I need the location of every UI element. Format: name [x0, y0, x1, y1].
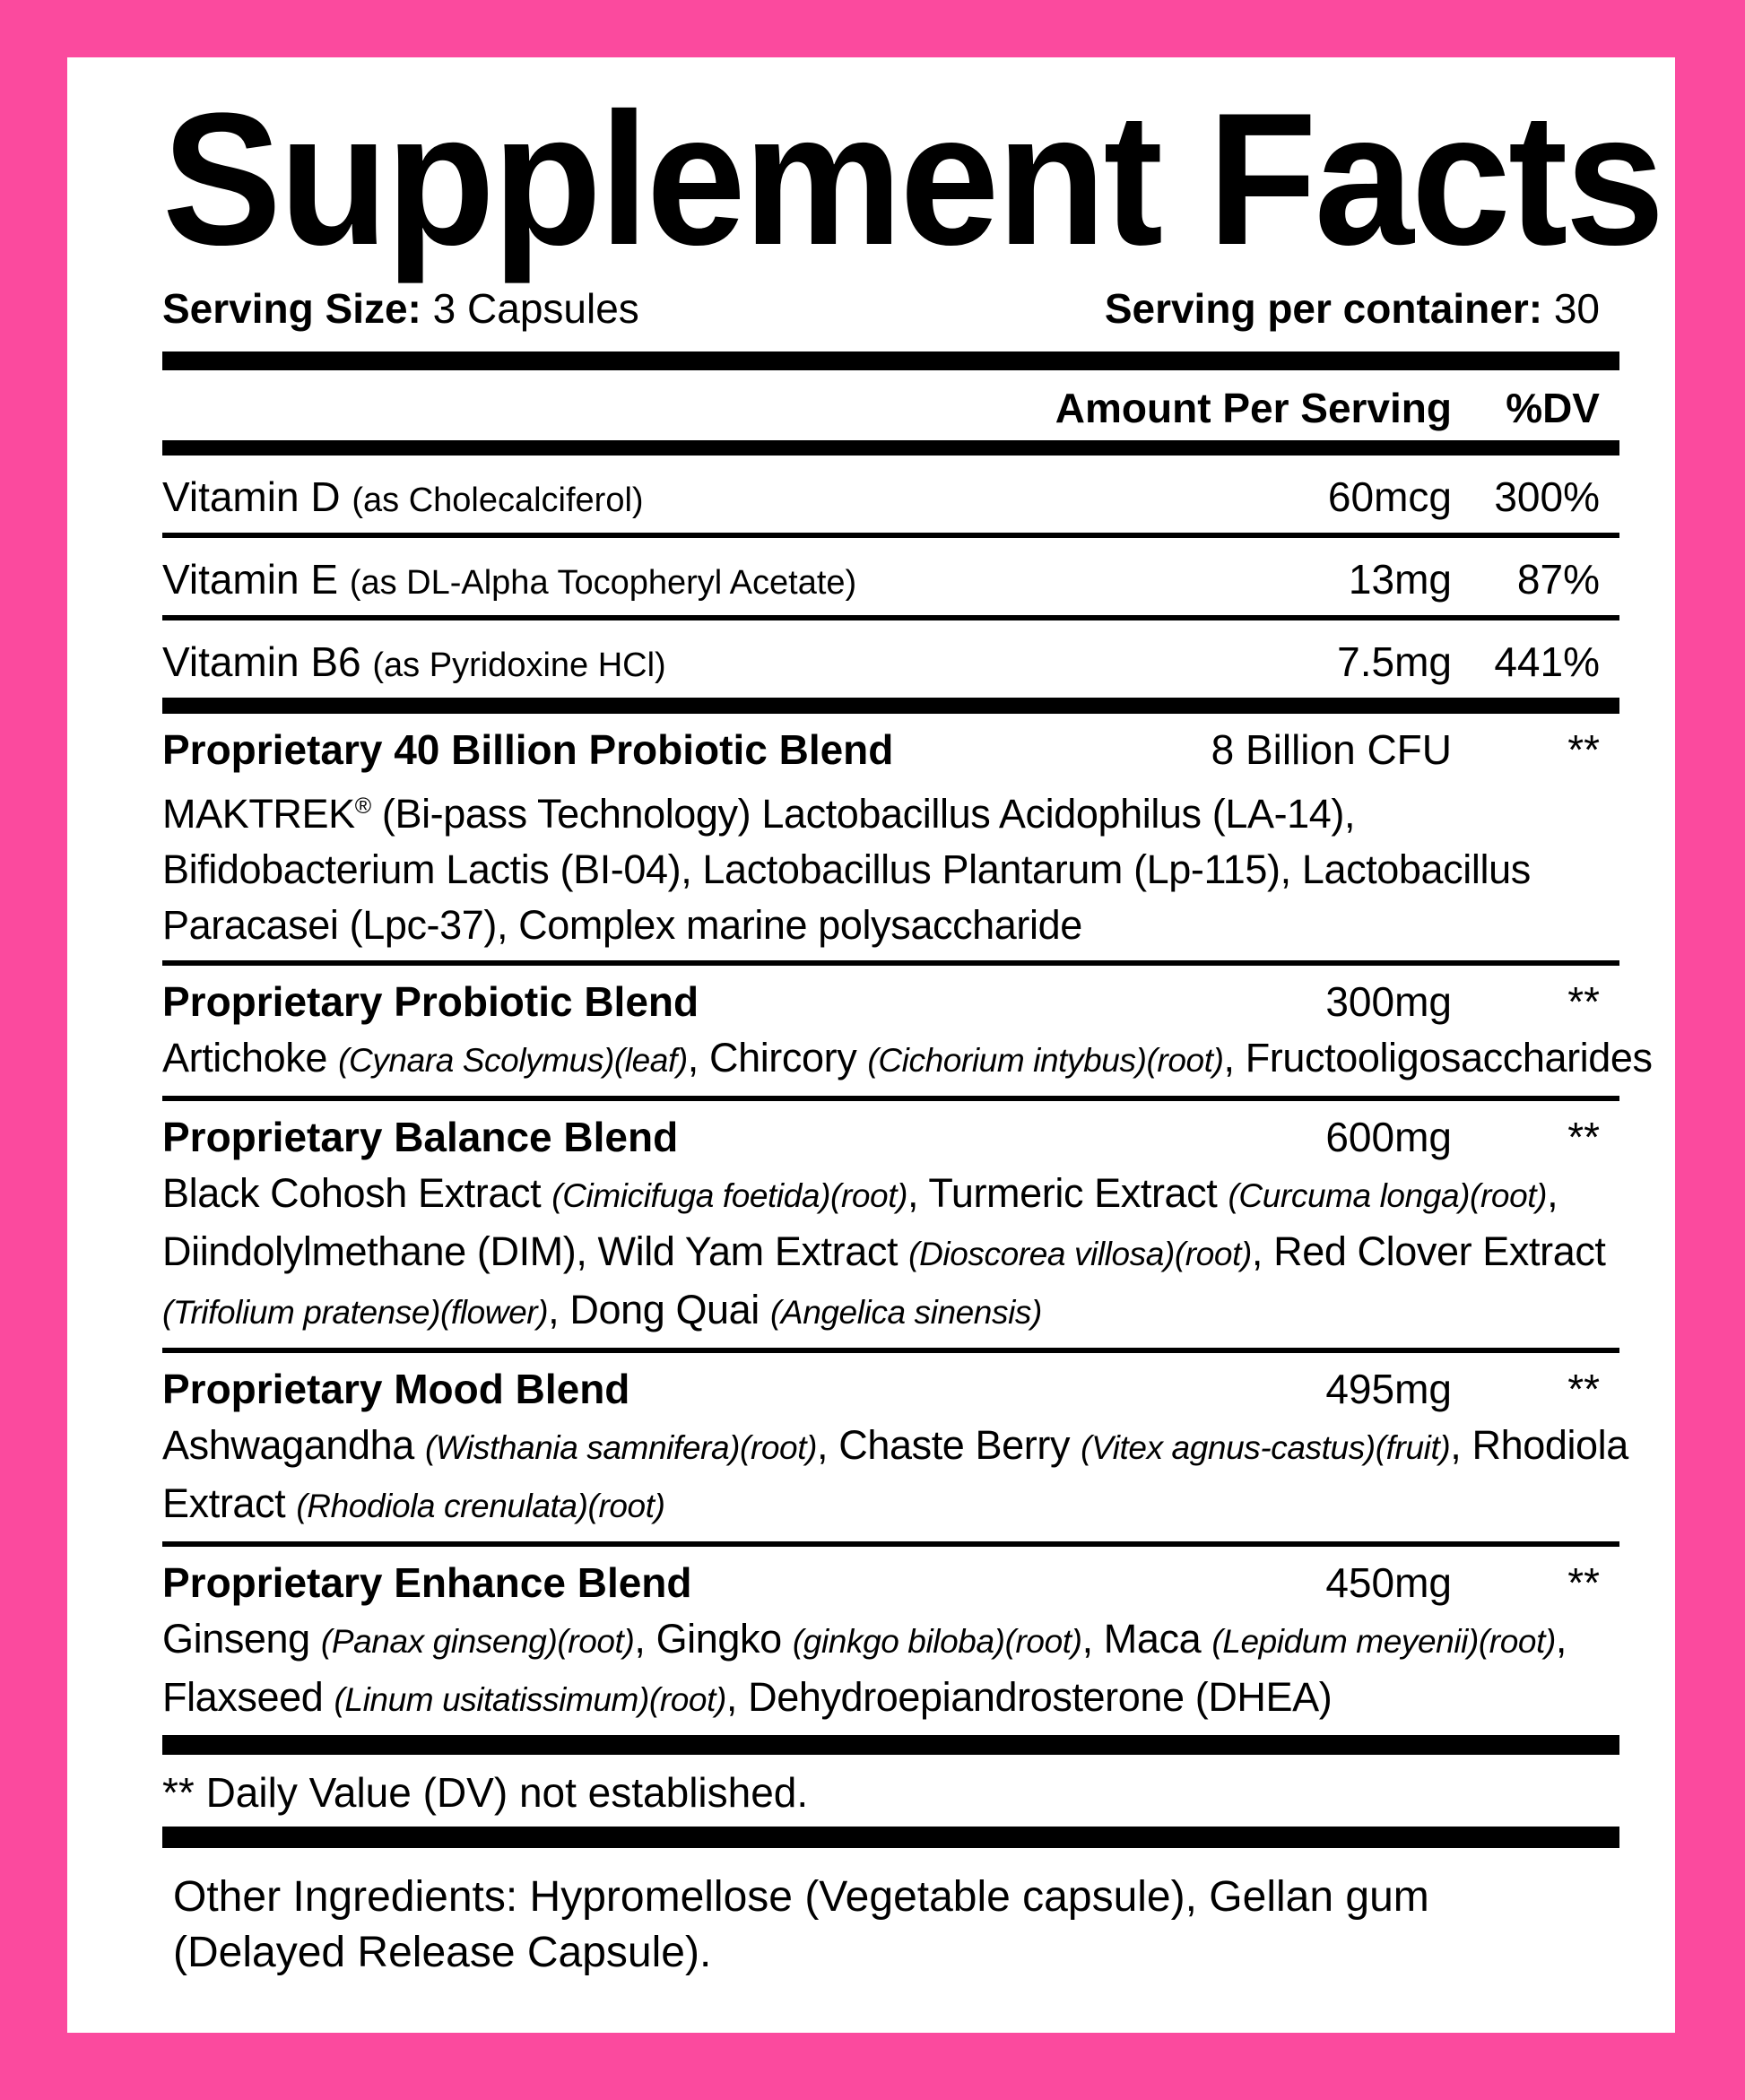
thick-divider	[162, 1735, 1619, 1755]
blend-name: Proprietary Probiotic Blend	[162, 978, 699, 1025]
panel-content	[67, 57, 1675, 1981]
blend-description-line: Ginseng (Panax ginseng)(root), Gingko (ginkgo biloba)(root), Maca (Lepidum meyenii)(root),	[162, 1616, 1567, 1662]
vitamin-name	[162, 637, 1337, 690]
vitamin-note: (as DL-Alpha Tocopheryl Acetate)	[349, 564, 857, 602]
vitamin-dv: 300%	[1494, 473, 1600, 520]
blend-description	[162, 1418, 1628, 1534]
vitamin-note: (as Pyridoxine HCl)	[372, 646, 666, 684]
blend-section-probiotic	[162, 966, 1653, 1101]
vitamin-amount: 60mcg	[1327, 473, 1452, 520]
vitamin-dv: 87%	[1516, 556, 1600, 603]
blend-name: Proprietary Balance Blend	[162, 1114, 679, 1160]
other-ingredients	[162, 1870, 1619, 1981]
blend-description	[162, 778, 1619, 953]
vitamin-name	[162, 472, 1328, 525]
blend-name: Proprietary Enhance Blend	[162, 1559, 692, 1606]
blend-section-probiotic-40-billion	[162, 714, 1619, 966]
amount-per-serving-header: Amount Per Serving	[1055, 385, 1452, 431]
blend-description-line: Paracasei (Lpc-37), Complex marine polysaccharide	[162, 902, 1082, 948]
blend-description-line: Black Cohosh Extract (Cimicifuga foetida)(root), Turmeric Extract (Curcuma longa)(root),	[162, 1170, 1558, 1216]
blend-description	[162, 1030, 1653, 1089]
blend-description-line: Flaxseed (Linum usitatissimum)(root), Dehydroepiandrosterone (DHEA)	[162, 1674, 1333, 1720]
vitamin-name-text: Vitamin E	[162, 556, 339, 603]
serving-info-row	[162, 283, 1619, 334]
serving-size-label: Serving Size:	[162, 285, 421, 332]
blend-header-row	[162, 1558, 1619, 1608]
vitamin-name-text: Vitamin B6	[162, 638, 361, 685]
other-ingredients-line: (Delayed Release Capsule).	[173, 1929, 712, 1976]
blend-name: Proprietary 40 Billion Probiotic Blend	[162, 726, 894, 773]
vitamin-dv: 441%	[1494, 638, 1600, 685]
blend-dv: **	[1567, 1559, 1600, 1606]
servings-per-container-label: Serving per container:	[1104, 285, 1543, 332]
table-row-vitamin-d	[162, 456, 1619, 538]
percent-dv-header: %DV	[1506, 385, 1600, 431]
table-header-row	[162, 370, 1619, 440]
vitamin-note: (as Cholecalciferol)	[352, 482, 644, 519]
blend-dv: **	[1567, 1114, 1600, 1160]
blend-description-line: MAKTREK® (Bi-pass Technology) Lactobacillus Acidophilus (LA-14),	[162, 791, 1356, 837]
blend-amount: 450mg	[1325, 1559, 1452, 1606]
blend-header-row	[162, 1364, 1619, 1414]
thick-divider	[162, 1827, 1619, 1848]
blend-description-line: Extract (Rhodiola crenulata)(root)	[162, 1480, 665, 1526]
thick-divider	[162, 351, 1619, 370]
blend-description-line: (Trifolium pratense)(flower), Dong Quai (Angelica sinensis)	[162, 1287, 1042, 1332]
table-row-vitamin-b6	[162, 620, 1619, 698]
table-row-vitamin-e	[162, 538, 1619, 620]
thick-divider	[162, 440, 1619, 456]
daily-value-footnote: ** Daily Value (DV) not established.	[162, 1769, 809, 1816]
blend-amount: 600mg	[1325, 1114, 1452, 1160]
blend-description	[162, 1166, 1619, 1341]
other-ingredients-line: Other Ingredients: Hypromellose (Vegetable capsule), Gellan gum	[173, 1873, 1429, 1921]
blend-amount: 300mg	[1325, 978, 1452, 1025]
blend-dv: **	[1567, 726, 1600, 773]
blend-section-enhance	[162, 1547, 1619, 1735]
blend-dv: **	[1567, 978, 1600, 1025]
blend-description	[162, 1611, 1619, 1728]
blend-section-mood	[162, 1353, 1628, 1547]
servings-per-container-value: 30	[1553, 285, 1600, 332]
blend-dv: **	[1567, 1366, 1600, 1412]
vitamin-amount: 7.5mg	[1337, 638, 1452, 685]
serving-size-value: 3 Capsules	[432, 285, 639, 332]
blend-description-line: Artichoke (Cynara Scolymus)(leaf), Chircory (Cichorium intybus)(root), Fructooligosaccharides	[162, 1035, 1653, 1080]
blend-header-row	[162, 976, 1619, 1027]
thick-divider	[162, 698, 1619, 714]
blend-description-line: Bifidobacterium Lactis (BI-04), Lactobacillus Plantarum (Lp-115), Lactobacillus	[162, 846, 1531, 892]
vitamin-name	[162, 554, 1349, 608]
blend-amount: 8 Billion CFU	[1211, 726, 1452, 773]
blend-section-balance	[162, 1101, 1619, 1353]
blend-header-row	[162, 1112, 1619, 1162]
blend-amount: 495mg	[1325, 1366, 1452, 1412]
serving-size	[162, 283, 639, 334]
blend-description-line: Ashwagandha (Wisthania samnifera)(root), Chaste Berry (Vitex agnus-castus)(fruit), Rhodiola	[162, 1422, 1628, 1468]
blend-name: Proprietary Mood Blend	[162, 1366, 630, 1412]
blend-header-row	[162, 725, 1619, 775]
supplement-facts-panel	[67, 57, 1675, 2033]
vitamin-name-text: Vitamin D	[162, 473, 341, 520]
blend-description-line: Diindolylmethane (DIM), Wild Yam Extract (Dioscorea villosa)(root), Red Clover Extract	[162, 1228, 1606, 1274]
page-title: Supplement Facts	[162, 74, 1663, 284]
servings-per-container	[1105, 283, 1600, 334]
vitamin-amount: 13mg	[1348, 556, 1452, 603]
